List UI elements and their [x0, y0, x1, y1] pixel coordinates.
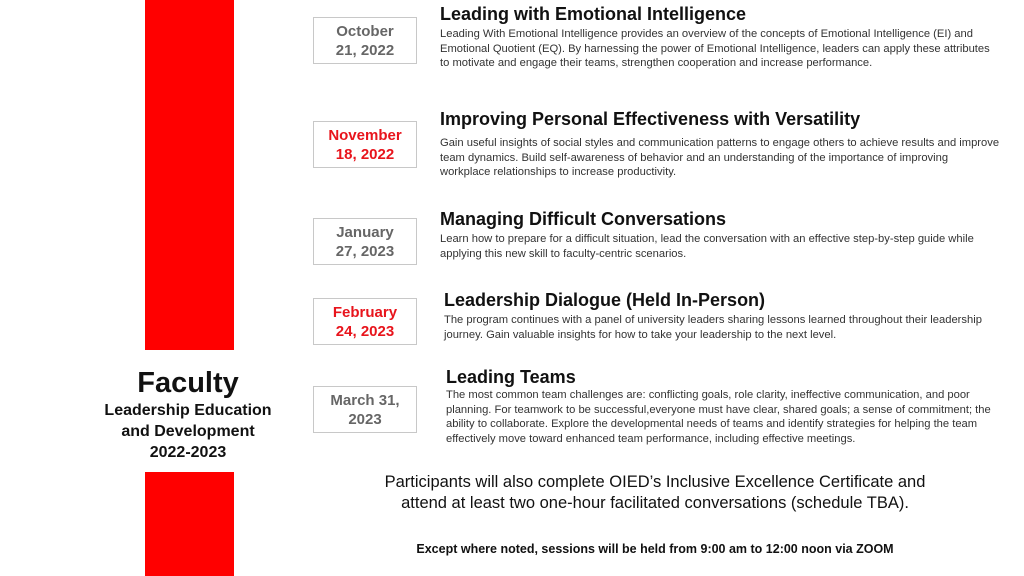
session-4-description: The program continues with a panel of university leaders sharing lessons learned throughout their leadership journey. Gain valuable insights for how to take your leadership to the next level.: [444, 314, 982, 341]
session-date-3: [313, 218, 417, 265]
session-2-description: Gain useful insights of social styles and communication patterns to engage others to achieve results and improve team dynamics. Build self-awareness of behavior and an understanding of the importance of improving workplace relationships to increase productivity.: [440, 137, 1000, 179]
session-date-1-line1: October: [336, 22, 394, 40]
session-1: [440, 3, 1000, 71]
program-subtitle-line1: Leadership Education: [104, 402, 272, 419]
session-3: [440, 208, 1000, 261]
session-3-description: Learn how to prepare for a difficult situation, lead the conversation with an effective step-by-step guide while applying this new skill to faculty-centric scenarios.: [440, 233, 974, 260]
session-4-title: Leadership Dialogue (Held In-Person): [444, 290, 766, 310]
participants-note-line2: attend at least two one-hour facilitated conversations (schedule TBA).: [401, 494, 909, 512]
session-date-5: [313, 386, 417, 433]
session-date-3-line2: 27, 2023: [335, 242, 395, 260]
session-1-description: Leading With Emotional Intelligence provides an overview of the concepts of Emotional Intelligence (EI) and Emotional Quotient (EQ). By harnessing the power of Emotional Intelligence, leaders can apply these attributes to motivate and engage their teams, strengthen cooperation and increase performance.: [440, 28, 990, 70]
session-3-title: Managing Difficult Conversations: [440, 209, 727, 229]
session-date-5-line1: March 31,: [330, 391, 400, 409]
session-date-4-line1: February: [332, 303, 398, 321]
red-bar-bottom: [145, 472, 234, 576]
program-title-block: [88, 366, 288, 463]
session-5: [446, 366, 1006, 446]
session-date-2: [313, 121, 417, 168]
participants-note: [320, 472, 990, 514]
session-4: [444, 289, 1004, 342]
session-5-description: The most common team challenges are: conflicting goals, role clarity, ineffective communication, and poor planning. For teamwork to be successful,everyone must have clear, shared goals; a sense of commitment; the ability to collaborate. Explore the developmental needs of teams and identify strategies for helping the team effectively move toward enhanced team performance, including effective meetings.: [446, 389, 991, 445]
participants-note-line1: Participants will also complete OIED’s Inclusive Excellence Certificate and: [384, 473, 926, 491]
session-date-4-line2: 24, 2023: [335, 322, 395, 340]
program-year: 2022-2023: [149, 444, 227, 461]
session-date-4: [313, 298, 417, 345]
program-title: Faculty: [137, 367, 239, 399]
session-time-note: Except where noted, sessions will be held from 9:00 am to 12:00 noon via ZOOM: [416, 542, 894, 556]
session-1-title: Leading with Emotional Intelligence: [440, 4, 747, 24]
session-2: [440, 108, 1000, 180]
session-5-title: Leading Teams: [446, 367, 576, 387]
session-date-1: [313, 17, 417, 64]
session-date-2-line1: November: [328, 126, 402, 144]
session-date-3-line1: January: [336, 223, 394, 241]
session-date-2-line2: 18, 2022: [335, 145, 395, 163]
session-2-title: Improving Personal Effectiveness with Versatility: [440, 109, 861, 129]
session-date-5-line2: 2023: [348, 410, 382, 428]
program-subtitle-line2: and Development: [121, 423, 255, 440]
session-date-1-line2: 21, 2022: [335, 41, 395, 59]
red-bar-top: [145, 0, 234, 350]
